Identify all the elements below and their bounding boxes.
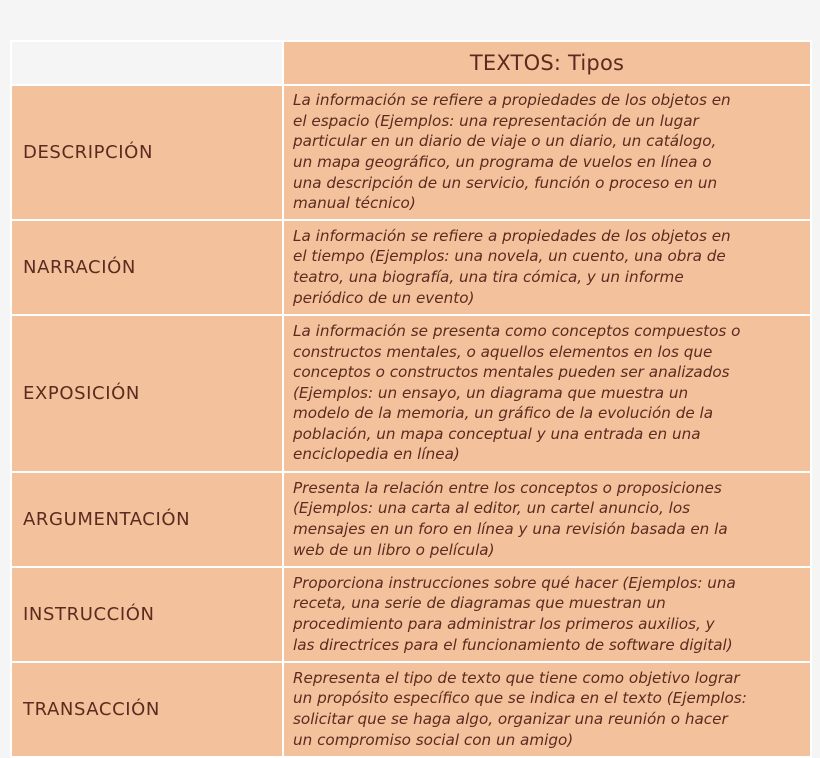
table-row xyxy=(11,567,811,662)
type-description-argumentacion xyxy=(283,472,811,567)
description-line: un compromiso social con un amigo) xyxy=(293,730,574,749)
description-line: teatro, una biografía, una tira cómica, y un informe xyxy=(293,268,684,286)
description-line: las directrices para el funcionamiento de software digital) xyxy=(293,635,733,654)
type-description-exposicion xyxy=(283,315,811,472)
type-label-transaccion: TRANSACCIÓN xyxy=(11,662,283,757)
description-line: población, un mapa conceptual y una entrada en una xyxy=(293,424,701,443)
type-label-exposicion: EXPOSICIÓN xyxy=(11,315,283,472)
description-line: manual técnico) xyxy=(293,194,416,213)
description-line: (Ejemplos: un ensayo, un diagrama que muestra un xyxy=(293,383,689,402)
type-description-narracion xyxy=(283,220,811,315)
description-line: modelo de la memoria, un gráfico de la evolución de la xyxy=(293,404,714,423)
description-line: una descripción de un servicio, función o proceso en un xyxy=(293,173,718,192)
header-empty-cell xyxy=(11,41,283,85)
type-label-descripcion: DESCRIPCIÓN xyxy=(11,85,283,220)
description-line: La información se refiere a propiedades de los objetos en xyxy=(293,91,731,110)
description-line: conceptos o constructos mentales pueden ser analizados xyxy=(293,363,730,382)
description-line: solicitar que se haga algo, organizar una reunión o hacer xyxy=(293,710,728,728)
type-label-narracion: NARRACIÓN xyxy=(11,220,283,315)
description-line: Representa el tipo de texto que tiene como objetivo lograr xyxy=(293,668,740,687)
description-line: web de un libro o película) xyxy=(293,540,495,559)
table-row xyxy=(11,472,811,567)
description-line: el tiempo (Ejemplos: una novela, un cuento, una obra de xyxy=(293,247,726,266)
description-line: (Ejemplos: una carta al editor, un cartel anuncio, los xyxy=(293,499,691,518)
table-row xyxy=(11,662,811,757)
type-label-instruccion: INSTRUCCIÓN xyxy=(11,567,283,662)
table-title: TEXTOS: Tipos xyxy=(283,41,811,85)
description-line: periódico de un evento) xyxy=(293,288,475,307)
table-row xyxy=(11,315,811,472)
table-header-row xyxy=(11,41,811,85)
description-line: La información se presenta como conceptos compuestos o xyxy=(293,321,741,340)
description-line: Proporciona instrucciones sobre qué hacer (Ejemplos: una xyxy=(293,573,736,592)
description-line: particular en un diario de viaje o un diario, un catálogo, xyxy=(293,132,717,151)
type-description-transaccion xyxy=(283,662,811,757)
description-line: receta, una serie de diagramas que muestran un xyxy=(293,594,666,613)
type-description-descripcion xyxy=(283,85,811,220)
description-line: Presenta la relación entre los conceptos o proposiciones xyxy=(293,478,722,497)
table-row xyxy=(11,85,811,220)
text-types-table xyxy=(10,40,812,758)
description-line: procedimiento para administrar los primeros auxilios, y xyxy=(293,615,715,633)
description-line: un propósito específico que se indica en el texto (Ejemplos: xyxy=(293,689,747,708)
description-line: constructos mentales, o aquellos elementos en los que xyxy=(293,342,713,361)
description-line: mensajes en un foro en línea y una revisión basada en la xyxy=(293,520,728,538)
type-description-instruccion xyxy=(283,567,811,662)
description-line: un mapa geográfico, un programa de vuelos en línea o xyxy=(293,153,712,171)
type-label-argumentacion: ARGUMENTACIÓN xyxy=(11,472,283,567)
description-line: enciclopedia en línea) xyxy=(293,445,460,464)
table-row xyxy=(11,220,811,315)
description-line: La información se refiere a propiedades de los objetos en xyxy=(293,226,731,245)
description-line: el espacio (Ejemplos: una representación de un lugar xyxy=(293,111,699,130)
